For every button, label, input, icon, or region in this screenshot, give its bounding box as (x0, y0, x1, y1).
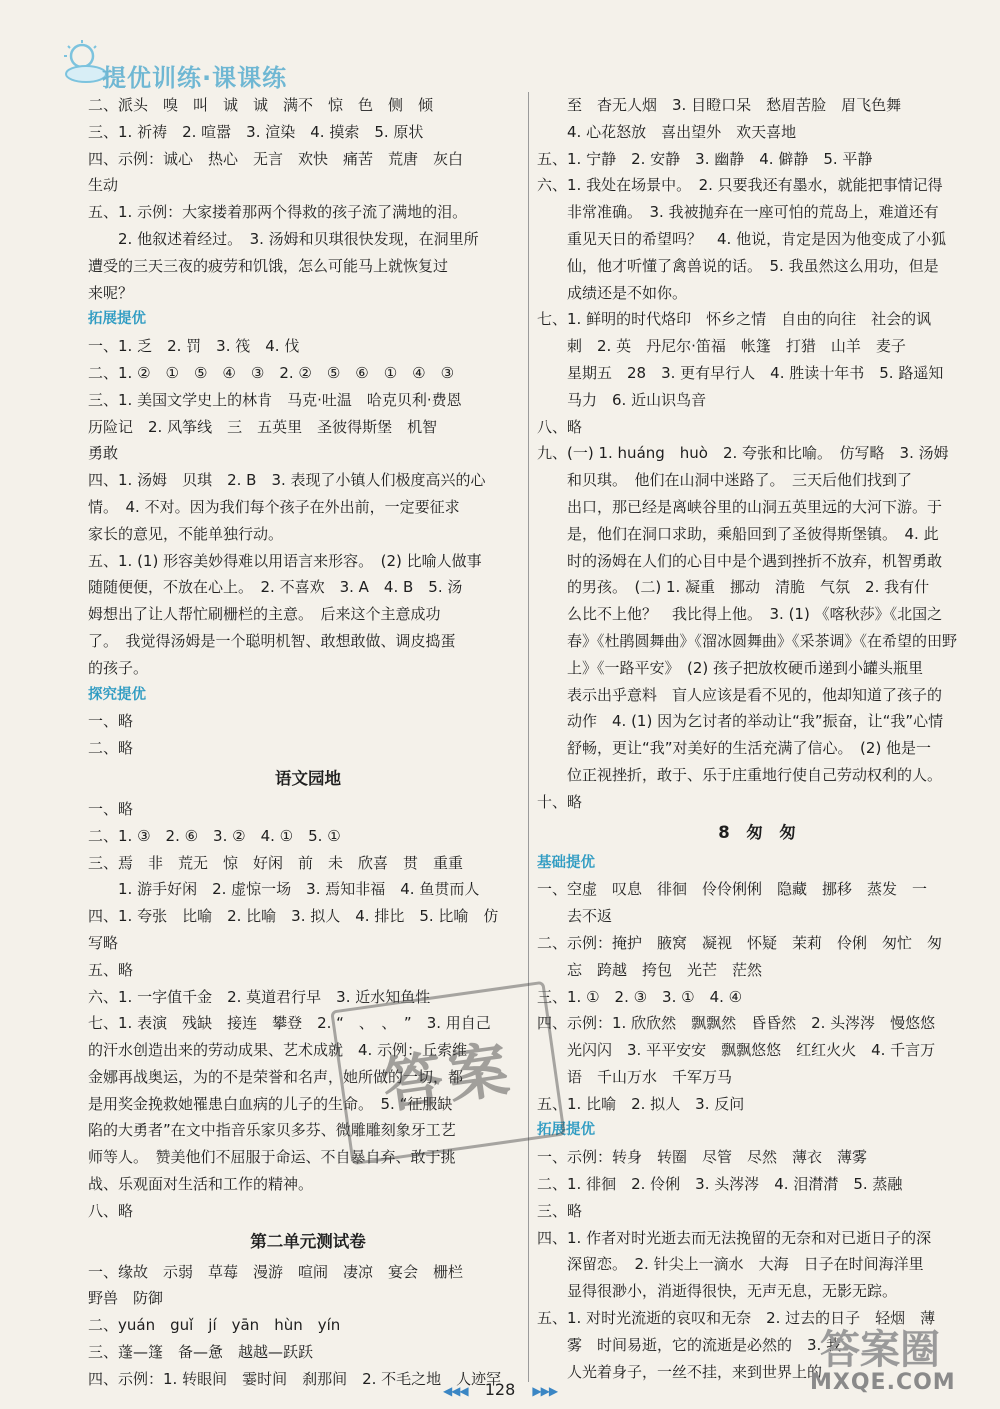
page-number: 128 (484, 1380, 516, 1399)
answer-line: 1. 游手好闲 2. 虚惊一场 3. 焉知非福 4. 鱼贯而人 (118, 880, 480, 899)
answer-line: 师等人。 赞美他们不屈服于命运、不自暴自弃、敢于挑 (88, 1148, 456, 1167)
answer-line: 一、缘故 示弱 草莓 漫游 喧闹 凄凉 宴会 栅栏 (88, 1262, 464, 1281)
answer-line: 成绩还是不如你。 (567, 283, 688, 302)
answer-line: 战、乐观面对生活和工作的精神。 (88, 1175, 314, 1194)
answer-line: 是，他们在洞口求助，乘船回到了圣彼得斯堡镇。 4. 此 (567, 524, 939, 543)
answer-line: 的孩子。 (88, 658, 149, 677)
prev-arrows-icon: ◀◀◀ (442, 1384, 468, 1398)
series-title: 提优训练·课课练 (102, 64, 288, 92)
answer-line: 遭受的三天三夜的疲劳和饥饿，怎么可能马上就恢复过 (88, 256, 449, 275)
answer-line: 仙，他才听懂了禽兽说的话。 5. 我虽然这么用功，但是 (567, 256, 939, 275)
answer-line: 表示出乎意料 盲人应该是看不见的，他却知道了孩子的 (567, 685, 943, 704)
answer-line: 金娜再战奥运，为的不是荣誉和名声，她所做的一切，都 (88, 1067, 464, 1086)
corner-watermark-url: MXQE.COM (810, 1370, 956, 1395)
answer-line: 四、示例：诚心 热心 无言 欢快 痛苦 荒唐 灰白 (88, 149, 464, 168)
answer-line: 重见天日的希望吗？ 4. 他说，肯定是因为他变成了小狐 (567, 229, 947, 248)
answer-line: 生动 (88, 176, 119, 195)
answer-line: 二、1. 徘徊 2. 伶俐 3. 头涔涔 4. 泪潸潸 5. 蒸融 (537, 1175, 903, 1194)
answer-line: 历险记 2. 风筝线 三 五英里 圣彼得斯堡 机智 (88, 417, 438, 436)
answer-line: 四、1. 作者对时光逝去而无法挽留的无奈和对已逝日子的深 (537, 1228, 932, 1247)
lesson-title: 语文园地 (275, 768, 341, 788)
section-heading: 拓展提优 (88, 311, 146, 328)
answer-line: 位正视挫折，敢于、乐于庄重地行使自己劳动权利的人。 (567, 765, 943, 784)
answer-line: 来呢？ (88, 283, 134, 302)
answer-line: 六、1. 一字值千金 2. 莫道君行早 3. 近水知鱼性 (88, 987, 431, 1006)
answer-line: 春》《杜鹃圆舞曲》《溜冰圆舞曲》《采茶调》《在希望的田野 (567, 631, 958, 650)
answer-line: 三、焉 非 荒无 惊 好闲 前 未 欣喜 贯 重重 (88, 853, 464, 872)
answer-line: 出口，那已经是离峡谷里的山洞五英里远的大河下游。于 (567, 497, 943, 516)
answer-line: 一、1. 乏 2. 罚 3. 筏 4. 伐 (88, 337, 300, 356)
right-column (537, 92, 977, 1385)
answer-line: 五、1. 比喻 2. 拟人 3. 反问 (537, 1094, 745, 1113)
answer-line: 五、1. 示例：大家搂着那两个得救的孩子流了满地的泪。 (88, 203, 468, 222)
answer-line: 深留恋。 2. 针尖上一滴水 大海 日子在时间海洋里 (567, 1255, 924, 1274)
answer-line: 陷的大勇者”在文中指音乐家贝多芬、微雕雕刻象牙工艺 (88, 1121, 456, 1140)
answer-line: 四、示例：1. 转眼间 霎时间 刹那间 2. 不毛之地 人迹罕 (88, 1369, 502, 1388)
answer-line: 家长的意见，不能单独行动。 (88, 524, 284, 543)
answer-line: 一、空虚 叹息 徘徊 伶伶俐俐 隐藏 挪移 蒸发 一 (537, 880, 928, 899)
answer-line: 的男孩。 (二) 1. 凝重 挪动 清脆 气氛 2. 我有什 (567, 578, 930, 597)
answer-line: 马力 6. 近山识鸟音 (567, 390, 707, 409)
answer-line: 四、1. 汤姆 贝琪 2. B 3. 表现了小镇人们极度高兴的心 (88, 471, 486, 490)
answer-line: 五、1. 对时光流逝的哀叹和无奈 2. 过去的日子 轻烟 薄 (537, 1309, 936, 1328)
answer-line: 非常准确。 3. 我被抛弃在一座可怕的荒岛上，难道还有 (567, 203, 939, 222)
answer-line: 三、蓬—篷 备—惫 越越—跃跃 (88, 1343, 314, 1362)
lesson-title: 第二单元测试卷 (250, 1231, 366, 1251)
answer-line: 至 杳无人烟 3. 目瞪口呆 愁眉苦脸 眉飞色舞 (567, 96, 902, 114)
answer-line: 人光着身子，一丝不挂，来到世界上的 (567, 1362, 823, 1381)
answer-line: 二、派头 嗅 叫 诚 诚 满不 惊 色 侧 倾 (88, 96, 434, 114)
answer-line: 野兽 防御 (88, 1289, 164, 1308)
answer-line: 和贝琪。 他们在山洞中迷路了。 三天后他们找到了 (567, 471, 913, 490)
answer-line: 四、1. 夸张 比喻 2. 比喻 3. 拟人 4. 排比 5. 比喻 仿 (88, 907, 499, 926)
answer-line: 十、略 (537, 792, 583, 811)
answer-line: 二、1. ② ① ⑤ ④ ③ 2. ② ⑤ ⑥ ① ④ ③ (88, 363, 455, 382)
section-heading: 探究提优 (88, 686, 146, 703)
answer-line: 写略 (88, 933, 119, 952)
answer-line: 二、yuán guǐ jí yān hùn yín (88, 1316, 341, 1335)
next-arrows-icon: ▶▶▶ (532, 1384, 558, 1398)
answer-line: 六、1. 我处在场景中。 2. 只要我还有墨水，就能把事情记得 (537, 176, 943, 195)
answer-line: 勇敢 (88, 444, 119, 463)
answer-line: 三、1. ① 2. ③ 3. ① 4. ④ (537, 987, 743, 1006)
answer-line: 么比不上他？ 我比得上他。 3. (1) 《喀秋莎》《北国之 (567, 605, 943, 624)
answer-line: 忘 跨越 挎包 光芒 茫然 (567, 960, 763, 979)
watermark-stamp: 答案 (330, 981, 566, 1166)
answer-line: 的汗水创造出来的劳动成果、艺术成就 4. 示例：丘索维 (88, 1041, 468, 1060)
answer-line: 语 千山万水 千军万马 (567, 1067, 733, 1086)
answer-line: 八、略 (537, 417, 583, 436)
answer-line: 二、示例：掩护 腋窝 凝视 怀疑 茉莉 伶俐 匆忙 匆 (537, 933, 943, 952)
answer-line: 显得很渺小，消逝得很快，无声无息，无影无踪。 (567, 1282, 898, 1301)
answer-line: 4. 心花怒放 喜出望外 欢天喜地 (567, 122, 797, 141)
answer-line: 一、略 (88, 799, 134, 818)
answer-line: 情。 4. 不对。因为我们每个孩子在外出前，一定要征求 (88, 497, 460, 516)
answer-line: 一、略 (88, 712, 134, 731)
left-column (88, 92, 528, 1393)
column-divider (528, 92, 529, 1382)
answer-line: 八、略 (88, 1201, 134, 1220)
answer-line: 刺 2. 英 丹尼尔·笛福 帐篷 打猎 山羊 麦子 (567, 337, 906, 356)
page-footer (0, 1380, 1000, 1399)
answer-line: 动作 4. (1) 因为乞讨者的举动让“我”振奋，让“我”心情 (567, 712, 944, 731)
answer-line: 光闪闪 3. 平平安安 飘飘悠悠 红红火火 4. 千言万 (567, 1041, 936, 1060)
answer-line: 七、1. 表演 残缺 接连 攀登 2. “ 、 、 ” 3. 用自己 (88, 1014, 491, 1033)
answer-line: 了。 我觉得汤姆是一个聪明机智、敢想敢做、调皮捣蛋 (88, 631, 456, 650)
answer-line: 二、略 (88, 739, 134, 758)
answer-line: 七、1. 鲜明的时代烙印 怀乡之情 自由的向往 社会的讽 (537, 310, 932, 329)
answer-line: 2. 他叙述着经过。 3. 汤姆和贝琪很快发现，在洞里所 (118, 229, 479, 248)
section-heading: 拓展提优 (537, 1122, 595, 1139)
answer-line: 三、略 (537, 1201, 583, 1220)
answer-line: 时的汤姆在人们的心目中是个遇到挫折不放弃，机智勇敢 (567, 551, 943, 570)
answer-line: 随随便便，不放在心上。 2. 不喜欢 3. A 4. B 5. 汤 (88, 578, 463, 597)
answer-line: 五、1. 宁静 2. 安静 3. 幽静 4. 僻静 5. 平静 (537, 149, 873, 168)
answer-line: 舒畅，更让“我”对美好的生活充满了信心。 (2) 他是一 (567, 739, 932, 758)
corner-watermark-logo: 答案圈 (820, 1327, 940, 1373)
answer-line: 姆想出了让人帮忙刷栅栏的主意。 后来这个主意成功 (88, 605, 441, 624)
answer-line: 上》《一路平安》 (2) 孩子把放枚硬币递到小罐头瓶里 (567, 658, 924, 677)
answer-line: 三、1. 美国文学史上的林肯 马克·吐温 哈克贝利·费恩 (88, 390, 462, 409)
answer-line: 五、1. (1) 形容美妙得难以用语言来形容。 (2) 比喻人做事 (88, 551, 482, 570)
answer-line: 雾 时间易逝，它的流逝是必然的 3. 我 (567, 1335, 842, 1354)
answer-line: 三、1. 祈祷 2. 喧嚣 3. 渲染 4. 摸索 5. 原状 (88, 122, 424, 141)
answer-line: 去不返 (567, 907, 613, 926)
answer-line: 五、略 (88, 960, 134, 979)
answer-line: 九、(一) 1. huáng huò 2. 夸张和比喻。 仿写略 3. 汤姆 (537, 444, 949, 463)
lesson-title: 8 匆 匆 (718, 822, 796, 842)
section-heading: 基础提优 (537, 854, 595, 871)
answer-line: 一、示例：转身 转圈 尽管 尽然 薄衣 薄雾 (537, 1148, 868, 1167)
answer-line: 二、1. ③ 2. ⑥ 3. ② 4. ① 5. ① (88, 826, 341, 845)
answer-line: 星期五 28 3. 更有早行人 4. 胜读十年书 5. 路遥知 (567, 363, 944, 382)
answer-line: 四、示例：1. 欣欣然 飘飘然 昏昏然 2. 头涔涔 慢悠悠 (537, 1014, 936, 1033)
answer-line: 是用奖金挽救她罹患白血病的儿子的生命。 5. “征服缺 (88, 1094, 453, 1113)
